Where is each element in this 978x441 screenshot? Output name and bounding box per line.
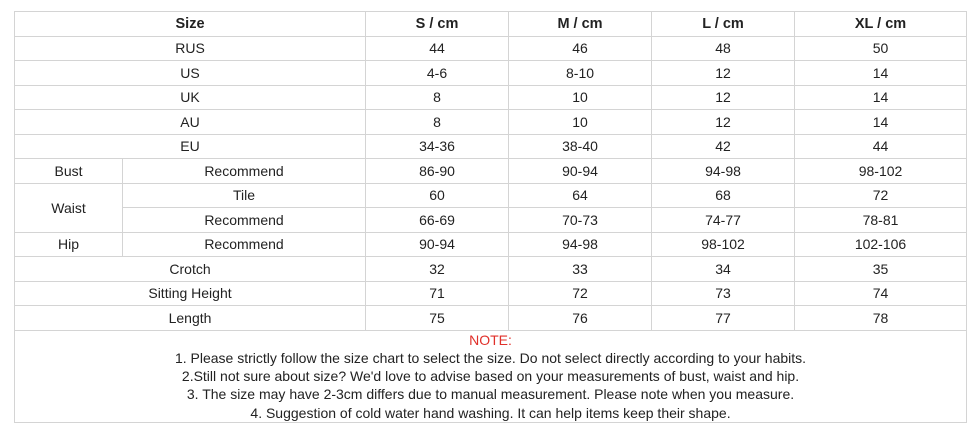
cell-value: 78-81 bbox=[795, 208, 967, 233]
table-row bbox=[15, 281, 967, 306]
header-size: Size bbox=[15, 12, 366, 37]
cell-value: 42 bbox=[652, 134, 795, 159]
cell-value: 75 bbox=[366, 306, 509, 331]
row-label-waist-tile: Tile bbox=[123, 183, 366, 208]
cell-value: 66-69 bbox=[366, 208, 509, 233]
cell-value: 102-106 bbox=[795, 232, 967, 257]
cell-value: 73 bbox=[652, 281, 795, 306]
cell-value: 94-98 bbox=[652, 159, 795, 184]
cell-value: 50 bbox=[795, 36, 967, 61]
cell-value: 12 bbox=[652, 61, 795, 86]
note-row bbox=[15, 330, 967, 422]
note-line: 3. The size may have 2-3cm differs due to manual measurement. Please note when you measure. bbox=[186, 386, 795, 403]
cell-value: 8 bbox=[366, 110, 509, 135]
note-title: NOTE: bbox=[469, 331, 512, 348]
cell-value: 71 bbox=[366, 281, 509, 306]
table-row bbox=[15, 61, 967, 86]
cell-value: 12 bbox=[652, 110, 795, 135]
table-row bbox=[15, 159, 967, 184]
cell-value: 14 bbox=[795, 85, 967, 110]
row-label-uk: UK bbox=[15, 85, 366, 110]
row-label-crotch: Crotch bbox=[15, 257, 366, 282]
group-label-hip: Hip bbox=[15, 232, 123, 257]
size-table bbox=[14, 11, 967, 423]
header-m: M / cm bbox=[509, 12, 652, 37]
row-label-rus: RUS bbox=[15, 36, 366, 61]
cell-value: 44 bbox=[795, 134, 967, 159]
note-line: 4. Suggestion of cold water hand washing. It can help items keep their shape. bbox=[250, 404, 731, 421]
table-row bbox=[15, 208, 967, 233]
table-row bbox=[15, 85, 967, 110]
cell-value: 64 bbox=[509, 183, 652, 208]
size-chart bbox=[14, 11, 966, 423]
cell-value: 90-94 bbox=[366, 232, 509, 257]
cell-value: 78 bbox=[795, 306, 967, 331]
group-label-bust: Bust bbox=[15, 159, 123, 184]
row-label-hip-recommend: Recommend bbox=[123, 232, 366, 257]
note-line: 1. Please strictly follow the size chart to select the size. Do not select directly according to your habits. bbox=[174, 349, 807, 366]
table-row bbox=[15, 183, 967, 208]
cell-value: 8 bbox=[366, 85, 509, 110]
table-row bbox=[15, 257, 967, 282]
table-row bbox=[15, 306, 967, 331]
note-block bbox=[15, 330, 967, 422]
cell-value: 34 bbox=[652, 257, 795, 282]
cell-value: 10 bbox=[509, 110, 652, 135]
cell-value: 32 bbox=[366, 257, 509, 282]
cell-value: 8-10 bbox=[509, 61, 652, 86]
row-label-eu: EU bbox=[15, 134, 366, 159]
cell-value: 46 bbox=[509, 36, 652, 61]
table-row bbox=[15, 110, 967, 135]
cell-value: 14 bbox=[795, 61, 967, 86]
cell-value: 48 bbox=[652, 36, 795, 61]
cell-value: 86-90 bbox=[366, 159, 509, 184]
table-row bbox=[15, 36, 967, 61]
cell-value: 33 bbox=[509, 257, 652, 282]
row-label-bust-recommend: Recommend bbox=[123, 159, 366, 184]
cell-value: 98-102 bbox=[652, 232, 795, 257]
cell-value: 74 bbox=[795, 281, 967, 306]
cell-value: 12 bbox=[652, 85, 795, 110]
cell-value: 4-6 bbox=[366, 61, 509, 86]
header-l: L / cm bbox=[652, 12, 795, 37]
cell-value: 70-73 bbox=[509, 208, 652, 233]
cell-value: 74-77 bbox=[652, 208, 795, 233]
cell-value: 68 bbox=[652, 183, 795, 208]
cell-value: 10 bbox=[509, 85, 652, 110]
cell-value: 34-36 bbox=[366, 134, 509, 159]
cell-value: 77 bbox=[652, 306, 795, 331]
cell-value: 44 bbox=[366, 36, 509, 61]
row-label-waist-recommend: Recommend bbox=[123, 208, 366, 233]
cell-value: 72 bbox=[509, 281, 652, 306]
note-line: 2.Still not sure about size? We'd love to advise based on your measurements of bust, waist and hip. bbox=[181, 368, 800, 385]
table-row bbox=[15, 232, 967, 257]
cell-value: 60 bbox=[366, 183, 509, 208]
cell-value: 76 bbox=[509, 306, 652, 331]
header-xl: XL / cm bbox=[795, 12, 967, 37]
cell-value: 38-40 bbox=[509, 134, 652, 159]
row-label-length: Length bbox=[15, 306, 366, 331]
cell-value: 35 bbox=[795, 257, 967, 282]
table-header-row bbox=[15, 12, 967, 37]
cell-value: 14 bbox=[795, 110, 967, 135]
row-label-us: US bbox=[15, 61, 366, 86]
table-row bbox=[15, 134, 967, 159]
cell-value: 94-98 bbox=[509, 232, 652, 257]
header-s: S / cm bbox=[366, 12, 509, 37]
row-label-au: AU bbox=[15, 110, 366, 135]
cell-value: 90-94 bbox=[509, 159, 652, 184]
row-label-sitting-height: Sitting Height bbox=[15, 281, 366, 306]
cell-value: 72 bbox=[795, 183, 967, 208]
group-label-waist: Waist bbox=[15, 183, 123, 232]
cell-value: 98-102 bbox=[795, 159, 967, 184]
